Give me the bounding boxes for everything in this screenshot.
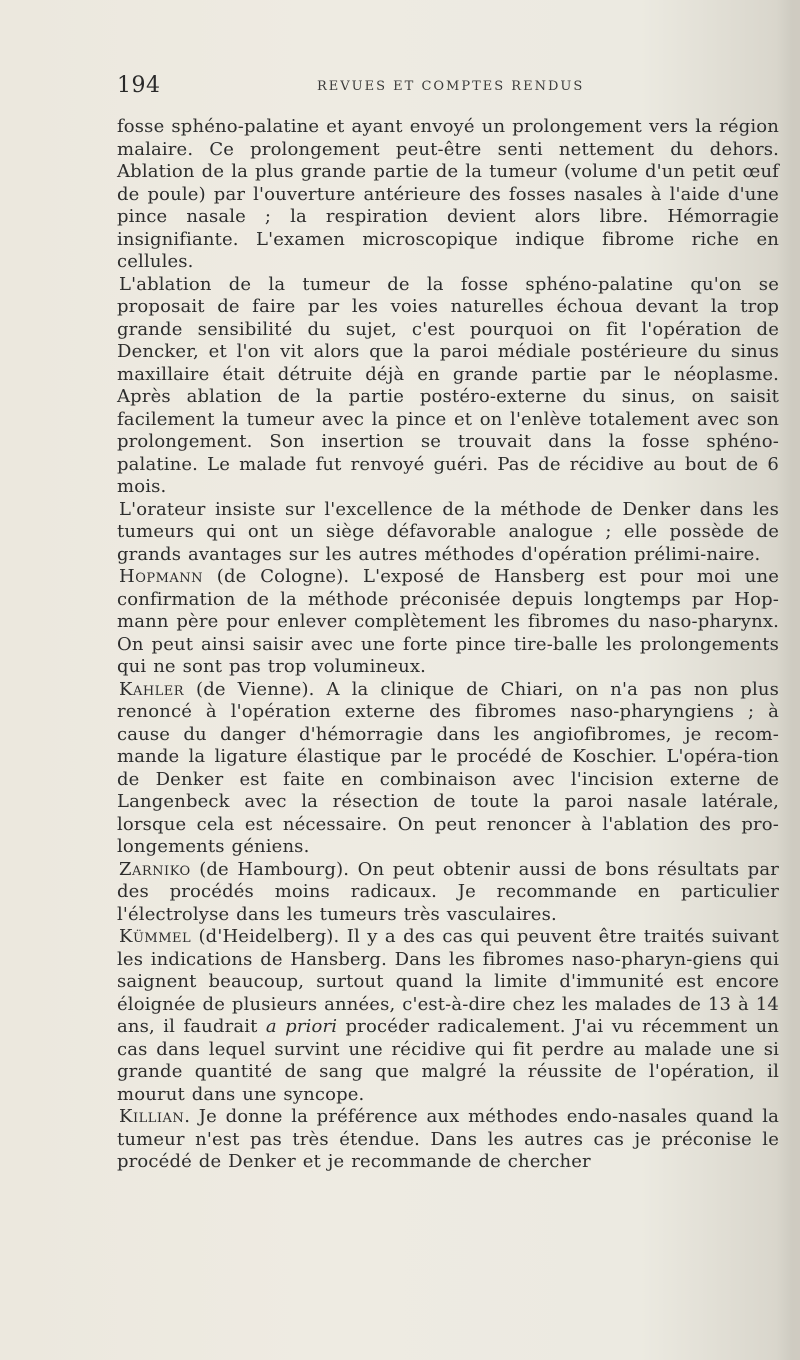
paragraph-text: (de Cologne). L'exposé de Hansberg est pour moi une confirmation de la méthode préconisée depuis longtemps par Hop-mann père pour enlever complètement les fibromes du naso-pharynx. On peut ainsi saisir avec une forte pince tire-balle les prolongements qui ne sont pas trop volumineux.	[117, 566, 779, 677]
speaker-name: Killian	[119, 1106, 185, 1127]
page-edge-shadow	[792, 0, 800, 1360]
paragraph-zarniko	[117, 859, 779, 927]
paragraph-text: . Je donne la préférence aux méthodes endo-nasales quand la tumeur n'est pas très étendue. Dans les autres cas je préconise le procédé de Denker et je recommande de chercher	[117, 1106, 779, 1172]
speaker-name: Zarniko	[119, 858, 191, 880]
speaker-name: Kümmel	[119, 926, 192, 947]
paragraph-text: (d'Heidelberg). Il y a des cas qui peuvent être traités suivant les indications de Hansberg. Dans les fibromes naso-pharyn-giens qui saignent beaucoup, surtout quand la limite d'immunité est encore éloignée de plusieurs années, c'est-à-dire chez les malades de 13 à 14 ans, il faudrait	[117, 926, 779, 1037]
paragraph-text: L'ablation de la tumeur de la fosse sphéno-palatine qu'on se proposait de faire par les voies naturelles échoua devant la trop grande sensibilité du sujet, c'est pourquoi on fit l'opération de Dencker, et l'on vit alors que la paroi médiale postérieure du sinus maxillaire était détruite déjà en grande partie par le néoplasme. Après ablation de la partie postéro-externe du sinus, on saisit facilement la tumeur avec la pince et on l'enlève totalement avec son prolongement. Son insertion se trouvait dans la fosse sphéno-palatine. Le malade fut renvoyé guéri. Pas de récidive au bout de 6 mois.	[117, 273, 779, 497]
paragraph-text: fosse sphéno-palatine et ayant envoyé un prolongement vers la région malaire. Ce prolongement peut-être senti nettement du dehors. Ablation de la plus grande partie de la tumeur (volume d'un petit œuf de poule) par l'ouverture antérieure des fosses nasales à l'aide d'une pince nasale ; la respiration devient alors libre. Hémorragie insignifiante. L'examen microscopique indique fibrome riche en cellules.	[117, 116, 779, 272]
paragraph-text: (de Vienne). A la clinique de Chiari, on n'a pas non plus renoncé à l'opération externe des fibromes naso-pharyngiens ; à cause du danger d'hémorragie dans les angiofibromes, je recom-mande la ligature élastique par le procédé de Koschier. L'opéra-tion de Denker est faite en combinaison avec l'incision externe de Langenbeck avec la résection de toute la paroi nasale latérale, lorsque cela est nécessaire. On peut renoncer à l'ablation des pro-longements géniens.	[117, 678, 779, 857]
paragraph-2	[117, 274, 779, 499]
italic-phrase: a priori	[265, 1016, 338, 1037]
paragraph-killian	[117, 1106, 779, 1174]
speaker-name: Hopmann	[119, 566, 204, 587]
paragraph-text: (de Hambourg). On peut obtenir aussi de bons résultats par des procédés moins radicaux. Je recommande en particulier l'électrolyse dans les tumeurs très vasculaires.	[117, 858, 779, 925]
paragraph-text: procéder radicalement. J'ai vu récemment un cas dans lequel survint une récidive qui fit perdre au malade une si grande quantité de sang que malgré la réussite de l'opération, il mourut dans une syncope.	[117, 1016, 779, 1105]
running-head: REVUES ET COMPTES RENDUS	[317, 79, 585, 94]
speaker-name: Kahler	[119, 678, 185, 700]
paragraph-kahler	[117, 679, 779, 859]
body-text	[117, 116, 779, 1174]
page-header	[117, 73, 777, 103]
paragraph-hopmann	[117, 566, 779, 679]
paragraph-1	[117, 116, 779, 274]
paragraph-3	[117, 499, 779, 567]
page-number: 194	[117, 73, 161, 98]
paragraph-kummel	[117, 926, 779, 1106]
paragraph-text: L'orateur insiste sur l'excellence de la méthode de Denker dans les tumeurs qui ont un siège défavorable analogue ; elle possède de grands avantages sur les autres méthodes d'opération prélimi-naire.	[117, 498, 779, 565]
